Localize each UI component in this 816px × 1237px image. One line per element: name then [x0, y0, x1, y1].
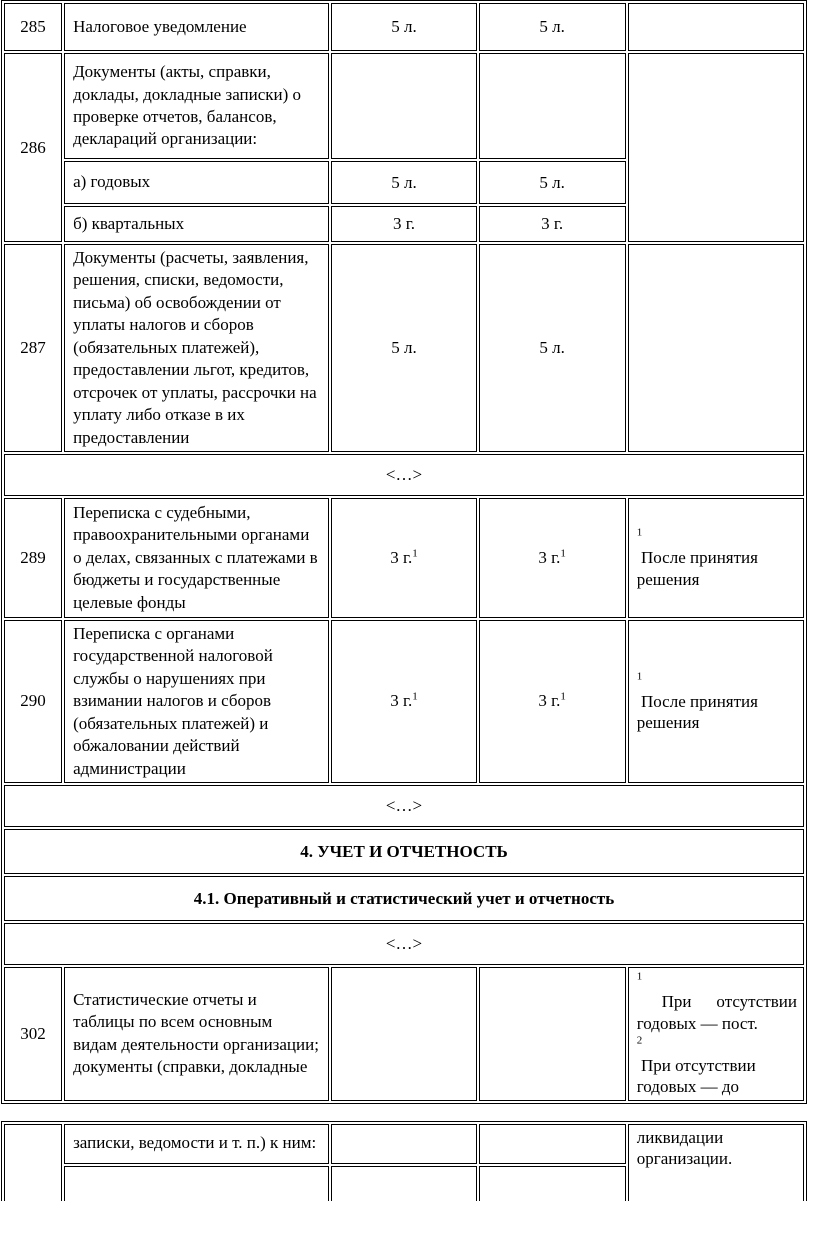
table-row-285 — [4, 3, 804, 51]
footnote-ref: 1 — [560, 547, 566, 560]
table-row-287 — [4, 244, 804, 452]
section-heading: 4. УЧЕТ И ОТЧЕТНОСТЬ — [300, 841, 508, 861]
term-text: 3 г. — [390, 691, 413, 711]
retention-term-cell — [331, 1124, 476, 1164]
description-text: записки, ведомости и т. п.) к ним: — [73, 1133, 317, 1153]
note-cell — [628, 244, 804, 452]
table-row-289 — [4, 498, 804, 618]
note-text: После принятия решения — [636, 548, 758, 589]
retention-term-cell — [479, 244, 626, 452]
item-number: 289 — [20, 547, 46, 567]
table-row-290 — [4, 620, 804, 783]
description-cell — [64, 1166, 329, 1201]
table-row-302 — [4, 967, 804, 1101]
term-text: 3 г. — [390, 547, 413, 567]
description-text: Налоговое уведомление — [73, 16, 247, 36]
footnote — [637, 526, 797, 590]
retention-table-top-fragment — [1, 0, 807, 1104]
description-text: Переписка с органами государственной налоговой службы о нарушениях при взимании налогов и сборов (обязательных платежей) и обжаловании действий администрации — [73, 623, 273, 778]
retention-term-cell — [479, 161, 626, 204]
footnote-ref: 1 — [636, 970, 643, 983]
page-break-continuation — [0, 1121, 816, 1201]
section-heading-cell — [4, 829, 804, 874]
table-row-302-continued — [4, 1124, 804, 1164]
footnote — [637, 970, 797, 1034]
term-text: 5 л. — [539, 337, 565, 357]
retention-term-cell — [331, 3, 476, 51]
ellipsis-row — [4, 454, 804, 496]
footnote-ref: 2 — [636, 1034, 643, 1047]
retention-term-cell — [479, 967, 626, 1101]
description-text: Статистические отчеты и таблицы по всем основным видам деятельности организации; документы (справки, докладные — [73, 989, 319, 1077]
description-text: Документы (акты, справки, доклады, докладные записки) о проверке отчетов, балансов, деклараций организации: — [73, 62, 302, 149]
description-cell — [64, 498, 329, 618]
section-heading-row — [4, 829, 804, 874]
item-number-cell — [4, 967, 62, 1101]
footnote-ref: 1 — [636, 526, 643, 539]
description-cell — [64, 620, 329, 783]
ellipsis-text: <…> — [385, 464, 423, 484]
item-number-cell — [4, 3, 62, 51]
description-cell — [64, 206, 329, 242]
term-text: 3 г. — [541, 214, 564, 233]
term-text: 5 л. — [539, 17, 565, 36]
item-number: 287 — [20, 337, 46, 357]
footnote — [637, 670, 797, 734]
retention-term-cell — [479, 206, 626, 242]
footnote-ref: 1 — [636, 669, 643, 682]
ellipsis-row — [4, 923, 804, 965]
note-cell — [628, 1124, 804, 1201]
subsection-heading-cell — [4, 876, 804, 921]
item-number-cell — [4, 53, 62, 242]
ellipsis-row — [4, 785, 804, 827]
item-number: 286 — [20, 137, 46, 157]
note-cell — [628, 3, 804, 51]
footnote — [637, 1034, 797, 1098]
footnote-ref: 1 — [412, 690, 418, 703]
retention-term-cell — [479, 1124, 626, 1164]
footnote-ref: 1 — [560, 690, 566, 703]
subsection-heading: 4.1. Оперативный и статистический учет и отчетность — [193, 888, 615, 908]
retention-term-cell — [479, 620, 626, 783]
note-text: ликвидации организации. — [636, 1127, 733, 1168]
description-text: Документы (расчеты, заявления, решения, списки, ведомости, письма) об освобождении от уплаты налогов и сборов (обязательных платежей), предоставлении льгот, кредитов, отсрочек от уплаты, рассрочки на уплату либо отказе в их предоставлении — [73, 248, 317, 447]
item-number-cell — [4, 620, 62, 783]
description-cell — [64, 3, 329, 51]
retention-term-cell — [331, 244, 476, 452]
footnote-ref: 1 — [412, 547, 418, 560]
term-text: 5 л. — [391, 172, 417, 192]
ellipsis-text: <…> — [385, 934, 423, 953]
retention-term-cell — [479, 3, 626, 51]
term-text: 5 л. — [391, 17, 417, 36]
note-cell — [628, 620, 804, 783]
item-number-cell — [4, 244, 62, 452]
term-text: 5 л. — [391, 337, 417, 357]
item-number-cell — [4, 498, 62, 618]
description-cell — [64, 1124, 329, 1164]
retention-term-cell — [479, 53, 626, 159]
note-cell — [628, 967, 804, 1101]
item-number: 290 — [20, 691, 46, 711]
retention-term-cell — [331, 498, 476, 618]
retention-term-cell — [479, 498, 626, 618]
term-text: 3 г. — [538, 547, 561, 567]
description-text: а) годовых — [73, 172, 151, 192]
retention-term-cell — [479, 1166, 626, 1201]
ellipsis-text: <…> — [385, 796, 423, 815]
retention-table-bottom-fragment — [1, 1121, 807, 1201]
note-text: При отсутствии годовых — пост. — [636, 992, 797, 1033]
note-cell — [628, 498, 804, 618]
description-cell — [64, 161, 329, 204]
description-cell — [64, 244, 329, 452]
retention-term-cell — [331, 53, 476, 159]
ellipsis-cell — [4, 923, 804, 965]
item-number-cell — [4, 1124, 62, 1201]
note-text: После принятия решения — [636, 691, 758, 733]
subsection-heading-row — [4, 876, 804, 921]
description-cell — [64, 53, 329, 159]
term-text: 3 г. — [538, 691, 561, 711]
description-text: Переписка с судебными, правоохранительными органами о делах, связанных с платежами в бюджеты и государственные целевые фонды — [73, 502, 318, 612]
note-text: При отсутствии годовых — до — [636, 1056, 756, 1097]
retention-term-cell — [331, 161, 476, 204]
item-number: 285 — [20, 17, 46, 36]
ellipsis-cell — [4, 785, 804, 827]
retention-term-cell — [331, 620, 476, 783]
retention-term-cell — [331, 967, 476, 1101]
term-text: 5 л. — [539, 172, 565, 192]
term-text: 3 г. — [392, 214, 415, 233]
retention-term-cell — [331, 1166, 476, 1201]
item-number: 302 — [20, 1023, 46, 1043]
description-cell — [64, 967, 329, 1101]
description-text: б) квартальных — [73, 213, 185, 233]
table-row-286 — [4, 53, 804, 159]
note-cell — [628, 53, 804, 242]
retention-term-cell — [331, 206, 476, 242]
ellipsis-cell — [4, 454, 804, 496]
